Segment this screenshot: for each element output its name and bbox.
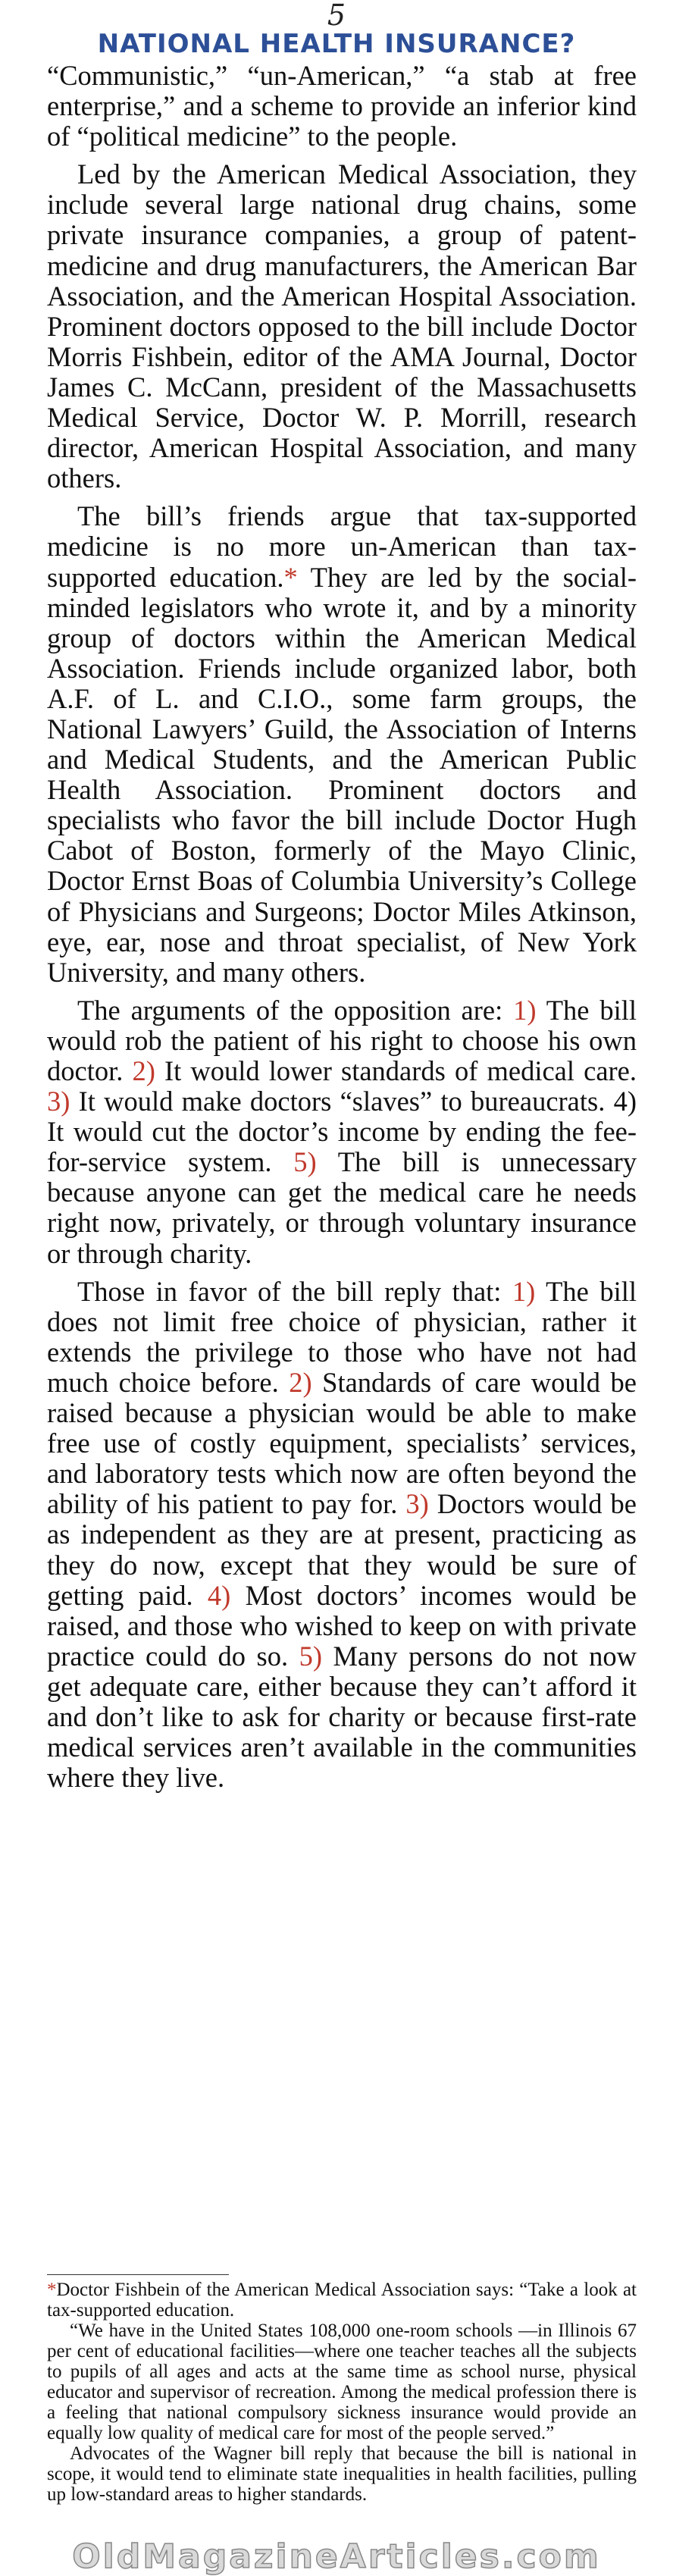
paragraph-opponents: Led by the American Medical Association, they include several large national drug chains, some private insurance companies, a group of patent-medicine and drug manufacturers, the American Bar Association, and the American Hospital Association. Prominent doctors opposed to the bill include Doctor Morris Fishbein, editor of the AMA Journal, Doctor James C. McCann, president of the Massachusetts Medical Service, Doctor W. P. Morrill, research director, American Hospital Association, and many others. — [47, 158, 637, 494]
footnotes — [47, 2274, 637, 2505]
friends-text: They are led by the social-minded legislators who wrote it, and by a minority group of doctors within the American Medical Association. Friends include organized labor, both A.F. of L. and C.I.O., some farm groups, the National Lawyers’ Guild, the Association of Interns and Medical Students, and the American Public Health Association. Prominent doctors and specialists who favor the bill include Doctor Hugh Cabot of Boston, formerly of the Mayo Clinic, Doctor Ernst Boas of Columbia University’s College of Physicians and Surgeons; Doctor Miles Atkinson, eye, ear, nose and throat specialist, of New York University, and many others. — [47, 561, 637, 988]
footnote-divider — [47, 2274, 229, 2275]
footnote-advocates: Advocates of the Wagner bill reply that because the bill is national in scope, it would tend to eliminate state inequalities in health facilities, pulling up low-standard areas to higher standards. — [47, 2443, 637, 2505]
reply-text: Many persons do not now get adequate care, either because they can’t afford it and don’t like to ask for charity or because first-rate medical services aren’t available in the communities where they live. — [47, 1640, 637, 1794]
reply-text: Doctors would be as independent as they are at present, practicing as they do now, except that they would be sure of getting paid. — [47, 1488, 637, 1611]
footnote-star: * — [47, 2280, 57, 2300]
argument-text: The bill would rob the patient of his right to choose his own doctor. — [47, 994, 637, 1086]
paragraph-opponent-labels: “Communistic,” “un-American,” “a stab at free enterprise,” and a scheme to provide an inferior kind of “political medicine” to the people. — [47, 60, 637, 152]
reply-text: The bill does not limit free choice of physician, rather it extends the privilege to those who have not had much choice before. — [47, 1275, 637, 1398]
argument-number: 1) — [513, 994, 537, 1026]
paragraph-supporter-replies — [47, 1277, 637, 1794]
opposition-intro: The arguments of the opposition are: — [77, 994, 514, 1026]
footnote-fishbein — [47, 2280, 637, 2321]
reply-number: 4) — [207, 1579, 231, 1611]
friends-intro-text: The bill’s friends argue that tax-supported medicine is no more un-American than tax-supported education. — [47, 500, 637, 593]
argument-number: 5) — [293, 1146, 317, 1178]
reply-number: 5) — [299, 1640, 322, 1672]
footnote-text: Doctor Fishbein of the American Medical Association says: “Take a look at tax-supported education. — [47, 2280, 637, 2321]
article-headline: NATIONAL HEALTH INSURANCE? — [97, 29, 576, 59]
reply-number: 3) — [405, 1488, 429, 1520]
argument-text: It would lower standards of medical care. — [155, 1055, 637, 1086]
argument-text: The bill is unnecessary because anyone can get the medical care he needs right now, privately, or through voluntary insurance or through charity. — [47, 1146, 637, 1269]
paragraph-opposition-arguments — [47, 995, 637, 1269]
page-number: 5 — [327, 0, 346, 32]
paragraph-friends — [47, 501, 637, 988]
reply-text: Most doctors’ incomes would be raised, and those who wished to keep on with private practice could do so. — [47, 1579, 637, 1672]
argument-number: 2) — [132, 1055, 155, 1086]
site-watermark: OldMagazineArticles.com — [72, 2537, 601, 2576]
reply-number: 1) — [512, 1275, 536, 1307]
argument-number: 3) — [47, 1086, 70, 1117]
replies-intro: Those in favor of the bill reply that: — [77, 1275, 512, 1307]
reply-number: 2) — [289, 1366, 312, 1398]
footnote-marker: * — [283, 561, 298, 593]
argument-text: It would make doctors “slaves” to bureaucrats. 4) It would cut the doctor’s income by ending the fee-for-service system. — [47, 1086, 637, 1178]
reply-text: Standards of care would be raised because a physician would be able to make free use of costly equipment, specialists’ services, and laboratory tests which now are often beyond the ability of his patient to pay for. — [47, 1366, 637, 1520]
article-body — [47, 61, 637, 1793]
footnote-quote: “We have in the United States 108,000 one-room schools —in Illinois 67 per cent of educational facilities—where one teacher teaches all the subjects to pupils of all ages and acts at the same time as school nurse, physical educator and supervisor of recreation. Among the medical profession there is a feeling that national compulsory sickness insurance would provide an equally low quality of medical care for most of the people served.” — [47, 2321, 637, 2443]
